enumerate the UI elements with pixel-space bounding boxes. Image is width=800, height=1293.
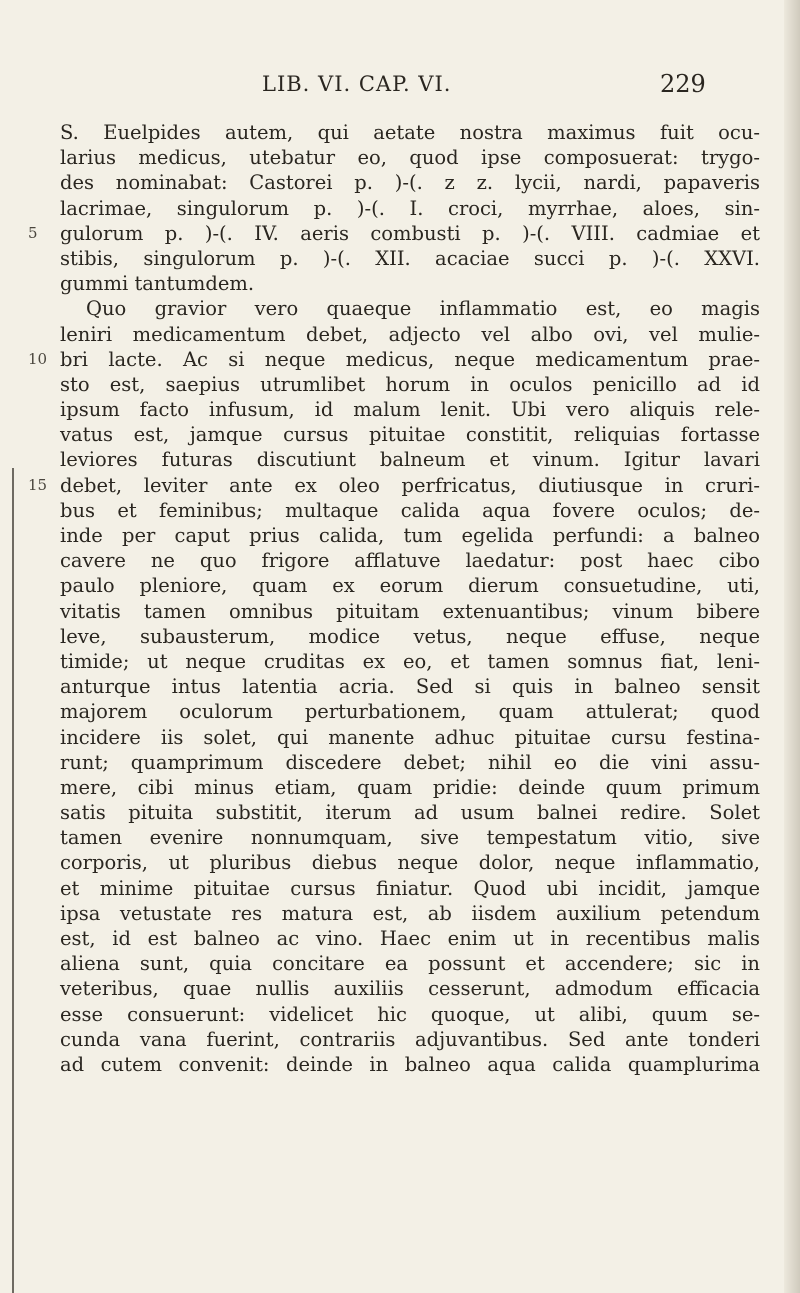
text-line: mere, cibi minus etiam, quam pridie: deinde quum primum xyxy=(60,775,760,799)
page-number: 229 xyxy=(660,70,706,98)
running-head: LIB. VI. CAP. VI. xyxy=(262,72,452,96)
text-line: gummi tantumdem. xyxy=(60,272,255,296)
text-line-content: gulorum p. )-(. IV. aeris combusti p. )-(. VIII. cadmiae et xyxy=(60,221,760,245)
left-margin-rule xyxy=(12,468,14,1293)
text-line: des nominabat: Castorei p. )-(. z z. lycii, nardi, papaveris xyxy=(60,171,760,195)
text-line: larius medicus, utebatur eo, quod ipse composuerat: trygo- xyxy=(60,146,760,170)
text-line: bus et feminibus; multaque calida aqua fovere oculos; de- xyxy=(60,498,760,522)
text-line: inde per caput prius calida, tum egelida perfundi: a balneo xyxy=(60,524,760,547)
line-number: 15 xyxy=(28,475,48,494)
text-line-10 xyxy=(28,347,760,372)
text-line: lacrimae, singulorum p. )-(. I. croci, myrrhae, aloes, sin- xyxy=(60,196,760,220)
text-line: veteribus, quae nullis auxiliis cesserunt, admodum efficacia xyxy=(60,977,760,1001)
text-line-content: bri lacte. Ac si neque medicus, neque medicamentum prae- xyxy=(60,347,760,371)
text-line: leviores futuras discutiunt balneum et vinum. Igitur lavari xyxy=(60,448,760,472)
page-edge-shadow xyxy=(784,0,800,1293)
text-line-5 xyxy=(28,221,760,246)
text-line: ipsa vetustate res matura est, ab iisdem auxilium petendum xyxy=(60,901,760,925)
text-line: aliena sunt, quia concitare ea possunt et accendere; sic in xyxy=(60,952,760,976)
text-line-15 xyxy=(28,473,760,498)
text-line: ipsum facto infusum, id malum lenit. Ubi vero aliquis rele- xyxy=(60,398,760,422)
text-line: vatus est, jamque cursus pituitae constitit, reliquias fortasse xyxy=(60,423,760,447)
text-line: paulo pleniore, quam ex eorum dierum consuetudine, uti, xyxy=(60,574,760,598)
body-text xyxy=(28,120,760,1077)
text-line: runt; quamprimum discedere debet; nihil eo die vini assu- xyxy=(60,750,760,774)
text-line: et minime pituitae cursus finiatur. Quod ubi incidit, jamque xyxy=(60,876,760,900)
page-header xyxy=(0,72,800,102)
text-line: est, id est balneo ac vino. Haec enim ut in recentibus malis xyxy=(60,927,760,950)
text-line: satis pituita substitit, iterum ad usum balnei redire. Solet xyxy=(60,801,760,825)
text-line: leniri medicamentum debet, adjecto vel albo ovi, vel mulie- xyxy=(60,322,760,346)
text-line: S. Euelpides autem, qui aetate nostra maximus fuit ocu- xyxy=(60,121,760,144)
text-line: corporis, ut pluribus diebus neque dolor, neque inflammatio, xyxy=(60,851,760,875)
text-line: tamen evenire nonnumquam, sive tempestatum vitio, sive xyxy=(60,826,760,850)
line-number: 5 xyxy=(28,223,38,242)
text-line: stibis, singulorum p. )-(. XII. acaciae succi p. )-(. XXVI. xyxy=(60,246,760,270)
text-line: sto est, saepius utrumlibet horum in oculos penicillo ad id xyxy=(60,372,760,396)
text-line: Quo gravior vero quaeque inflammatio est, eo magis xyxy=(86,297,760,321)
text-line: esse consuerunt: videlicet hic quoque, ut alibi, quum se- xyxy=(60,1002,760,1026)
text-line: vitatis tamen omnibus pituitam extenuantibus; vinum bibere xyxy=(60,599,760,623)
text-line: ad cutem convenit: deinde in balneo aqua calida quamplurima xyxy=(60,1052,760,1076)
text-line: majorem oculorum perturbationem, quam attulerat; quod xyxy=(60,700,760,724)
text-line: anturque intus latentia acria. Sed si quis in balneo sensit xyxy=(60,675,760,699)
text-line: incidere iis solet, qui manente adhuc pituitae cursu festina- xyxy=(60,725,760,749)
text-line: cunda vana fuerint, contrariis adjuvantibus. Sed ante tonderi xyxy=(60,1027,760,1051)
line-number: 10 xyxy=(28,349,48,368)
text-line: leve, subausterum, modice vetus, neque effuse, neque xyxy=(60,624,760,648)
text-line: timide; ut neque cruditas ex eo, et tamen somnus fiat, leni- xyxy=(60,649,760,673)
text-line: cavere ne quo frigore afflatuve laedatur: post haec cibo xyxy=(60,549,760,573)
text-line-content: debet, leviter ante ex oleo perfricatus, diutiusque in cruri- xyxy=(60,473,760,497)
